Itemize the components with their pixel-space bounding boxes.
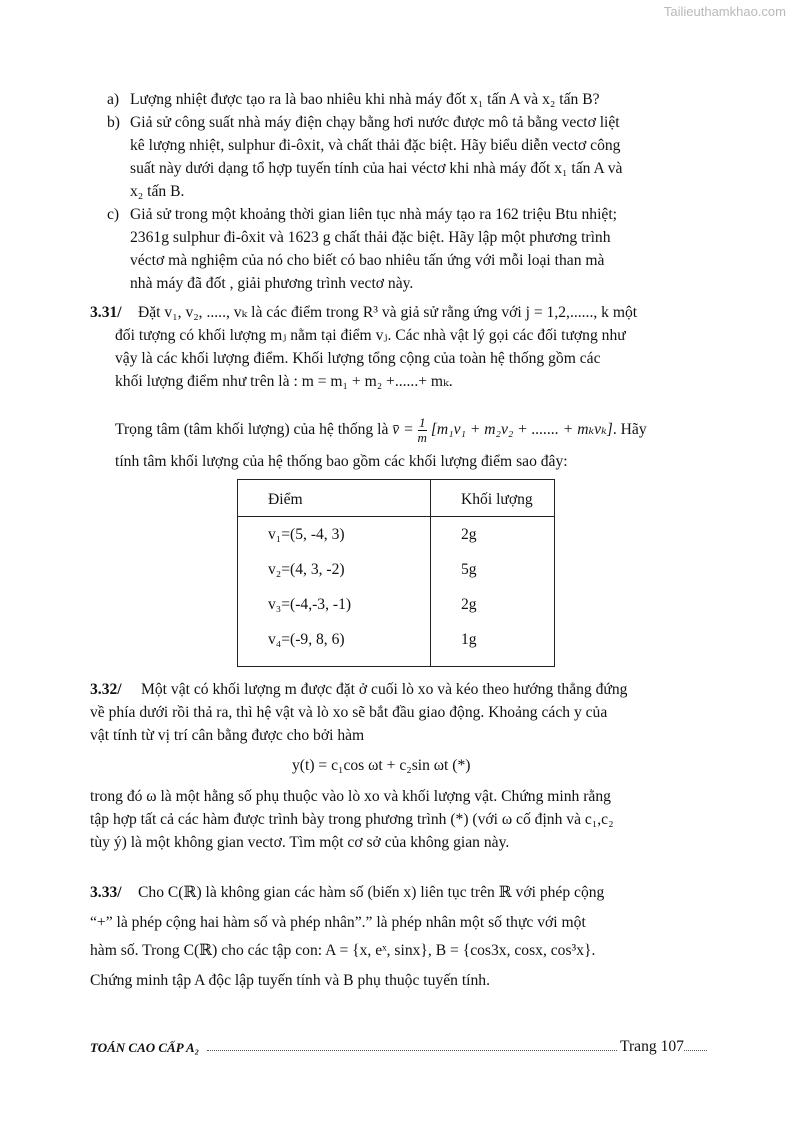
item-b-line: kê lượng nhiệt, sulphur đi-ôxit, và chất thải đặc biệt. Hãy biểu diễn vectơ công [130,137,621,154]
item-c-line: 2361g sulphur đi-ôxit và 1623 g chất thải đặc biệt. Hãy lập một phương trình [130,229,611,246]
centroid-prefix: Trọng tâm (tâm khối lượng) của hệ thống là [115,421,389,439]
ex332-line: tùy ý) là một không gian vectơ. Tìm một cơ sở của không gian này. [90,834,510,851]
ex332-line: về phía dưới rồi thả ra, thì hệ vật và lò xo sẽ bắt đầu giao động. Khoảng cách y của [90,704,608,721]
page-footer [90,1040,690,1060]
table-cell: v₃=(-4,-3, -1) [268,596,352,613]
ex332-line: vật tính từ vị trí cân bằng được cho bởi hàm [90,727,365,744]
ex333-line: Cho C(ℝ) là không gian các hàm số (biến x) liên tục trên ℝ với phép cộng [138,884,605,901]
footer-page-number: Trang 107 [620,1038,684,1055]
item-b-label: b) [107,114,120,131]
ex333-line: Chứng minh tập A độc lập tuyến tính và B phụ thuộc tuyến tính. [90,972,490,989]
footer-book-title: TOÁN CAO CẤP A₂ [90,1040,200,1055]
centroid-formula-line [115,416,647,445]
ex333-line: “+” là phép cộng hai hàm số và phép nhân”.” là phép nhân một số thực với một [90,914,586,931]
exercise-number: 3.33/ [90,884,122,901]
formula-fraction [418,416,427,445]
formula-numerator: 1 [418,415,426,430]
watermark: Tailieuthamkhao.com [663,4,786,19]
ex331-compute-line: tính tâm khối lượng của hệ thống bao gồm các khối lượng điểm sao đây: [115,453,568,470]
ex331-line: Đặt v₁, v₂, ....., vₖ là các điểm trong R³ và giả sử rằng ứng với j = 1,2,......, k một [138,304,638,321]
formula-bracket: [m₁v₁ + m₂v₂ + ....... + mₖvₖ] [430,421,613,439]
ex332-line: tập hợp tất cả các hàm được trình bày trong phương trình (*) (với ω cố định và c₁,c₂ [90,811,614,828]
item-b-line: x₂ tấn B. [130,183,185,200]
ex331-line: khối lượng điểm như trên là : m = m₁ + m₂ +......+ mₖ. [115,373,453,390]
ex331-line: đối tượng có khối lượng mⱼ nằm tại điểm vⱼ. Các nhà vật lý gọi các đối tượng như [115,327,626,344]
table-header: Điểm [268,491,303,508]
formula-denominator: m [417,430,427,445]
ex332-equation: y(t) = c₁cos ωt + c₂sin ωt (*) [292,757,471,774]
table-cell: v₁=(5, -4, 3) [268,526,345,543]
table-cell: 5g [461,561,477,578]
formula-lhs: v̄ = [392,421,414,439]
formula-suffix: . Hãy [612,421,647,439]
table-cell: 2g [461,526,477,543]
table-header: Khối lượng [461,491,533,508]
item-c-line: véctơ mà nghiệm của nó cho biết có bao nhiêu tấn ứng với mỗi loại than mà [130,252,605,269]
ex333-line: hàm số. Trong C(ℝ) cho các tập con: A = {x, eˣ, sinx}, B = {cos3x, cosx, cos³x}. [90,942,596,959]
item-b-line: suất này dưới dạng tổ hợp tuyến tính của hai véctơ khi nhà máy đốt x₁ tấn A và [130,160,623,177]
table-cell: 2g [461,596,477,613]
item-b-line: Giả sử công suất nhà máy điện chạy bằng hơi nước được mô tả bằng vectơ liệt [130,114,620,131]
table-cell: 1g [461,631,477,648]
ex332-line: trong đó ω là một hằng số phụ thuộc vào lò xo và khối lượng vật. Chứng minh rằng [90,788,611,805]
item-c-line: Giả sử trong một khoảng thời gian liên tục nhà máy tạo ra 162 triệu Btu nhiệt; [130,206,618,223]
exercise-number: 3.31/ [90,304,122,321]
table-cell: v₂=(4, 3, -2) [268,561,345,578]
item-c-line: nhà máy đã đốt , giải phương trình vectơ này. [130,275,414,292]
ex331-line: vậy là các khối lượng điểm. Khối lượng tổng cộng của toàn hệ thống gồm các [115,350,601,367]
item-a-text: Lượng nhiệt được tạo ra là bao nhiêu khi nhà máy đốt x₁ tấn A và x₂ tấn B? [130,91,600,108]
item-c-label: c) [107,206,120,223]
exercise-number: 3.32/ [90,681,122,698]
item-a-label: a) [107,91,120,108]
table-cell: v₄=(-9, 8, 6) [268,631,345,648]
ex332-line: Một vật có khối lượng m được đặt ở cuối lò xo và kéo theo hướng thẳng đứng [141,681,628,698]
